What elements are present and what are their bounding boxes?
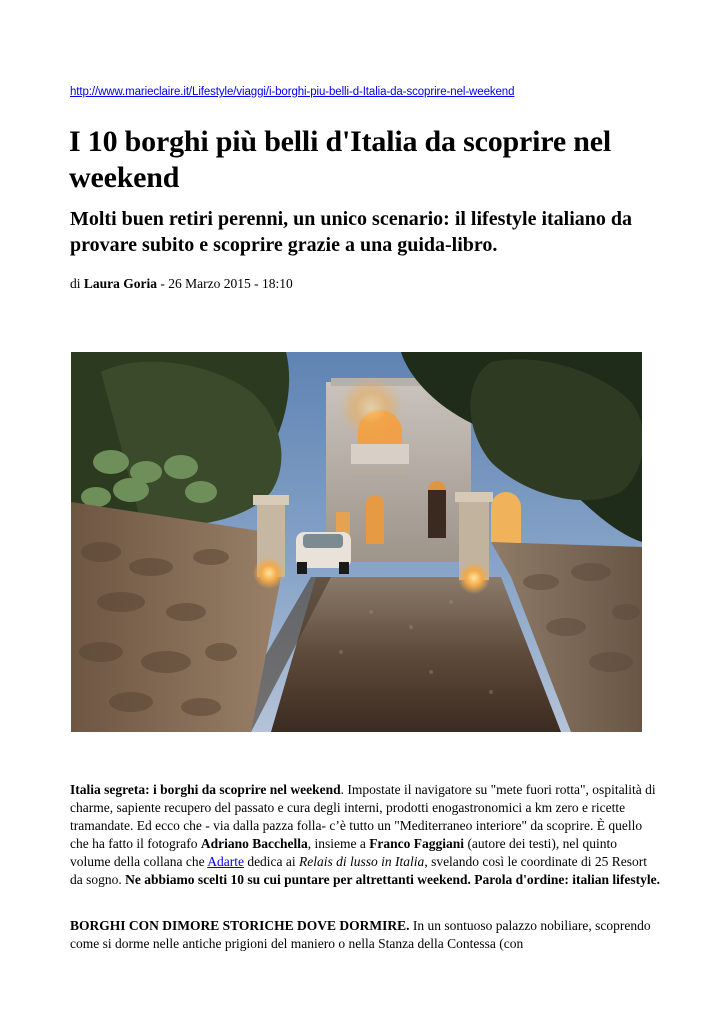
paragraph-borghi [70,917,660,953]
article-subtitle: Molti buen retiri perenni, un unico scenario: il lifestyle italiano da provare subito e scoprire grazie a una guida-libro. [70,208,633,256]
paragraph-text-1: . Impostate il navigatore su "mete fuori rotta", ospitalità di charme, sapiente recupero del passato e cura degli interni, prodotti enogastronomici a km zero e ricette tramandate. Ed ecco che - via dalla pazza folla- c’è tutto un "Mediterraneo interiore" da scoprire. È quello che ha fatto il fotografo [70,782,656,851]
paragraph-lead: Italia segreta: i borghi da scoprire nel weekend [70,782,341,797]
paragraph-intro [70,781,660,889]
paragraph-text-4: dedica ai [243,854,300,869]
publisher-link[interactable]: Adarte [207,854,244,869]
paragraph-closing: Ne abbiamo scelti 10 su cui puntare per altrettanti weekend. Parola d'ordine: italian lifestyle. [125,872,660,887]
author-name: Laura Goria [83,276,158,291]
byline-prefix: di [70,276,84,291]
byline [70,276,293,292]
paragraph-text-3: (autore dei testi), nel quinto volume della collana che [70,836,618,869]
article-title: I 10 borghi più belli d'Italia da scoprire nel weekend [69,125,611,194]
article-photo [71,352,642,732]
publish-date: - 26 Marzo 2015 - 18:10 [157,276,293,291]
series-title: Relais di lusso in Italia [299,854,425,869]
author2-name: Franco Faggiani [369,836,465,851]
paragraph-text-2: , insieme a [307,836,370,851]
paragraph-text-5: , svelando così le coordinate di 25 Resort da sogno. [70,854,648,887]
photographer-name: Adriano Bacchella [200,836,308,851]
source-url-link[interactable]: http://www.marieclaire.it/Lifestyle/viaggi/i-borghi-piu-belli-d-Italia-da-scoprire-nel-weekend [70,86,515,98]
section-heading: BORGHI CON DIMORE STORICHE DOVE DORMIRE. [70,918,410,933]
paragraph-borghi-text: In un sontuoso palazzo nobiliare, scoprendo come si dorme nelle antiche prigioni del maniero o nella Stanza della Contessa (con [70,918,651,951]
